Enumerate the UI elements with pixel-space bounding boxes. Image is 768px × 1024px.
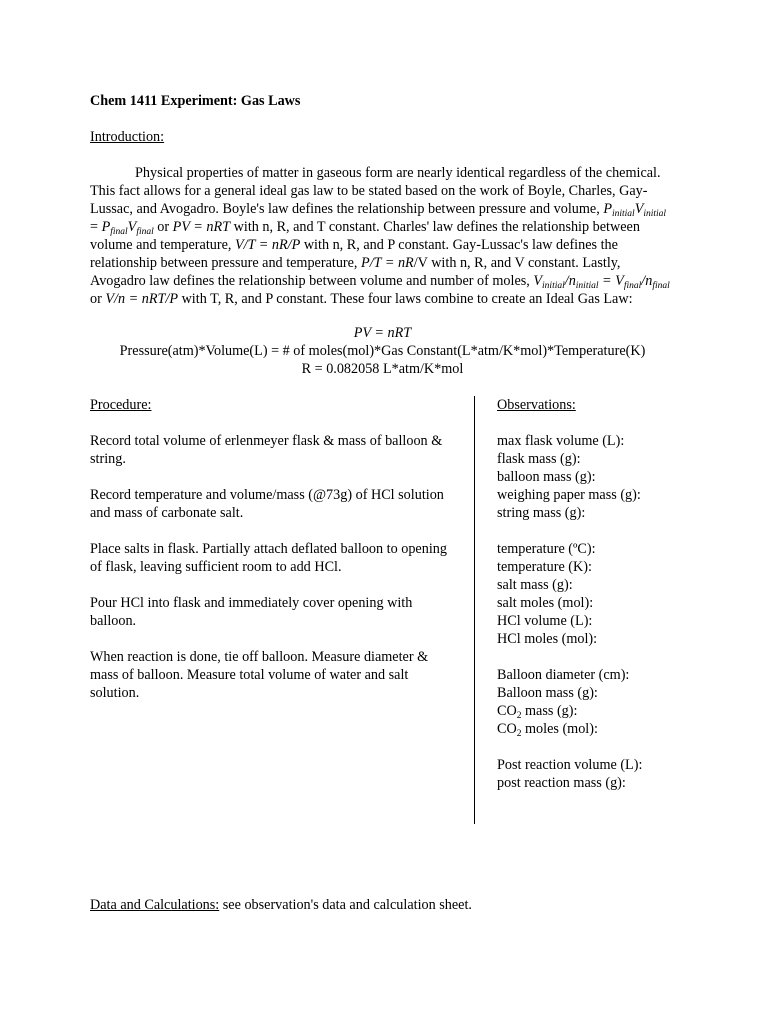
boyle-p-final: P <box>101 219 111 235</box>
observation-item: flask mass (g): <box>497 451 581 467</box>
avogadro-v-final: = V <box>598 273 624 289</box>
co2-formula: CO <box>497 721 517 737</box>
data-calculations-line <box>90 896 472 914</box>
observation-item: temperature (ºC): <box>497 541 596 557</box>
ideal-gas-equation: PV = nRT <box>353 325 412 341</box>
co2-moles-label: moles (mol): <box>521 721 598 737</box>
units-equation: Pressure(atm)*Volume(L) = # of moles(mol)*Gas Constant(L*atm/K*mol)*Temperature(K) <box>119 343 646 359</box>
intro-text: Physical properties of matter in gaseous form are nearly identical regardless of the chemical. This fact allows for a general ideal gas law to be stated based on the work of Boyle, Charles, Gay-Lussac, and Avogadro. Boyle's law defines the relationship between pressure and volume, <box>90 165 661 217</box>
co2-formula: CO <box>497 703 517 719</box>
observation-item: HCl volume (L): <box>497 613 593 629</box>
equals-sign: = <box>90 219 102 235</box>
gay-lussac-tail: with n, R, and V constant. Lastly, Avogadro law defines the relationship between volume and number of moles, <box>90 255 621 289</box>
observation-item: temperature (K): <box>497 559 592 575</box>
avogadro-n-initial: /n <box>564 273 576 289</box>
observation-group-materials <box>497 432 747 522</box>
observation-item: salt mass (g): <box>497 577 573 593</box>
observations-list <box>497 432 747 810</box>
observation-item: post reaction mass (g): <box>497 775 626 791</box>
gas-constant-value: R = 0.082058 L*atm/K*mol <box>301 361 464 377</box>
observation-item-co2-moles <box>497 720 747 738</box>
procedure-list <box>90 432 460 720</box>
charles-tail: with n, R, and P constant. Gay-Lussac's law defines the relationship between pressure and temperature, <box>90 237 618 271</box>
procedure-step: Pour HCl into flask and immediately cover opening with balloon. <box>90 595 413 629</box>
gay-lussac-equation: P/T = nR <box>361 255 414 271</box>
boyle-v-final: V <box>127 219 137 235</box>
observation-item: Balloon diameter (cm): <box>497 667 630 683</box>
column-divider <box>474 396 475 824</box>
page-title: Chem 1411 Experiment: Gas Laws <box>90 93 301 109</box>
procedure-step: When reaction is done, tie off balloon. Measure diameter & mass of balloon. Measure total volume of water and salt solution. <box>90 649 429 701</box>
procedure-heading: Procedure: <box>90 397 152 413</box>
equation-block <box>90 324 675 378</box>
avogadro-equation: V/n = nRT/P <box>105 291 179 307</box>
observation-item: salt moles (mol): <box>497 595 594 611</box>
subscript-initial: initial <box>611 209 635 219</box>
introduction-paragraph <box>90 164 670 308</box>
gay-lussac-v: /V <box>413 255 428 271</box>
co2-mass-label: mass (g): <box>521 703 578 719</box>
observation-item: weighing paper mass (g): <box>497 487 641 503</box>
observation-item: string mass (g): <box>497 505 586 521</box>
or-text: or <box>153 219 173 235</box>
subscript-initial: initial <box>643 209 667 219</box>
observation-item: HCl moles (mol): <box>497 631 598 647</box>
observation-item: Post reaction volume (L): <box>497 757 643 773</box>
procedure-step: Place salts in flask. Partially attach deflated balloon to opening of flask, leaving sufficient room to add HCl. <box>90 541 447 575</box>
subscript-final: final <box>110 227 128 237</box>
or-text: or <box>90 291 106 307</box>
procedure-step: Record temperature and volume/mass (@73g) of HCl solution and mass of carbonate salt. <box>90 487 444 521</box>
introduction-heading: Introduction: <box>90 129 165 145</box>
avogadro-tail: with T, R, and P constant. These four laws combine to create an Ideal Gas Law: <box>178 291 633 307</box>
boyle-tail: with n, R, and T constant. Charles' law defines the relationship between volume and temperature, <box>90 219 640 253</box>
observation-group-balloon <box>497 666 747 738</box>
observation-item-co2-mass <box>497 702 747 720</box>
observations-heading: Observations: <box>497 397 576 413</box>
observation-group-reagents <box>497 540 747 648</box>
subscript-initial: initial <box>542 281 565 291</box>
avogadro-n-final: /n <box>641 273 653 289</box>
boyle-p-initial: P <box>603 201 612 217</box>
observation-group-post-reaction <box>497 756 747 792</box>
charles-equation: V/T = nR/P <box>234 237 301 253</box>
subscript-final: final <box>136 227 154 237</box>
boyle-v-initial: V <box>634 201 644 217</box>
procedure-step: Record total volume of erlenmeyer flask & mass of balloon & string. <box>90 433 443 467</box>
avogadro-v-initial: V <box>533 273 543 289</box>
introduction-body <box>90 164 670 308</box>
boyle-ideal-eq: PV = nRT <box>172 219 231 235</box>
data-calculations-text: see observation's data and calculation sheet. <box>219 897 472 913</box>
subscript-final: final <box>652 281 670 291</box>
data-calculations-label: Data and Calculations: <box>90 897 220 913</box>
subscript-initial: initial <box>575 281 599 291</box>
co2-subscript: 2 <box>516 729 522 739</box>
co2-subscript: 2 <box>516 711 522 721</box>
observation-item: balloon mass (g): <box>497 469 596 485</box>
observation-item: Balloon mass (g): <box>497 685 598 701</box>
subscript-final: final <box>623 281 642 291</box>
observation-item: max flask volume (L): <box>497 433 625 449</box>
